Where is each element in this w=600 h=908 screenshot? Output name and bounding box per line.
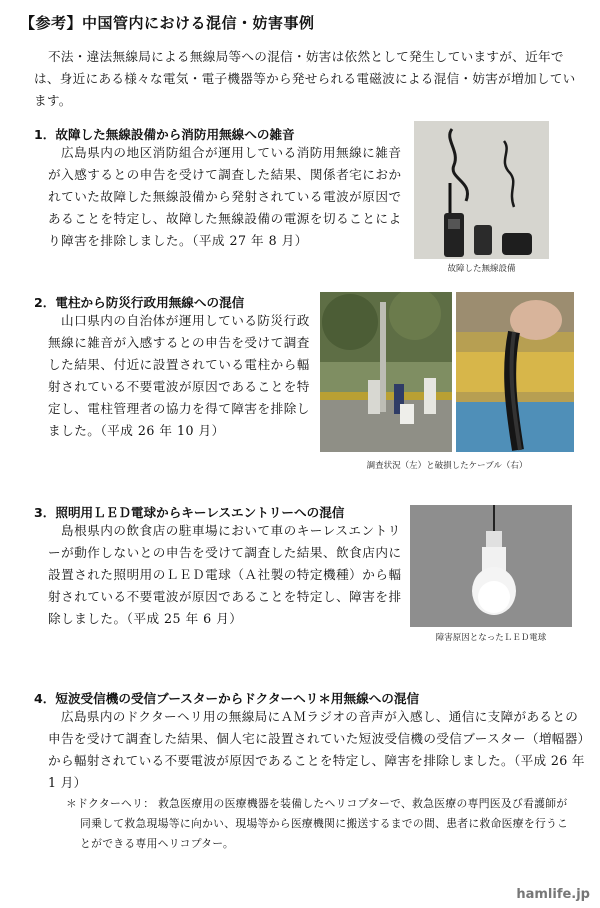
photo-damaged-cable xyxy=(456,292,574,452)
page-title: 【参考】中国管内における混信・妨害事例 xyxy=(20,14,315,32)
case-2-body: 山口県内の自治体が運用している防災行政無線に雑音が入感するとの申告を受けて調査した結果、付近に設置されている電柱から輻射されている不要電波が原因であることを特定し、電柱管理者の協力を得て障害を排除しました。（平成 26 年 10 月） xyxy=(48,313,310,438)
caption-investigation-and-cable: 調査状況（左）と破損したケーブル（右） xyxy=(366,461,528,471)
case-4-heading: 4．短波受信機の受信ブースターからドクターヘリ＊用無線への混信 xyxy=(34,691,420,706)
case-3-body: 島根県内の飲食店の駐車場において車のキーレスエントリーが動作しないとの申告を受けて調査した結果、飲食店内に設置された照明用のＬＥＤ電球（Ａ社製の特定機種）から輻射されている不要電波が原因であることを特定し、障害を排除しました。（平成 25 年 6 月） xyxy=(48,523,402,626)
footnote-doctor-heli: ＊ドクターヘリ： 救急医療用の医療機器を装備したヘリコプターで、救急医療の専門医及び看護師が同乗して救急現場等に向かい、現場等から医療機関に搬送するまでの間、患者に救命医療を行うことができる専用ヘリコプター。 xyxy=(66,797,569,850)
case-1-body: 広島県内の地区消防組合が運用している消防用無線に雑音が入感するとの申告を受けて調査した結果、関係者宅におかれていた故障した無線設備から発射されている電波が原因であることを特定し、故障した無線設備の電源を切ることにより障害を排除しました。（平成 27 年 8 月） xyxy=(48,145,402,248)
case-4-body: 広島県内のドクターヘリ用の無線局にＡＭラジオの音声が入感し、通信に支障があるとの申告を受けて調査した結果、個人宅に設置されていた短波受信機の受信ブースター（増幅器）から輻射されている不要電波が原因であることを特定し、障害を排除しました。（平成 26 年 1 月） xyxy=(48,709,585,790)
caption-photo-broken-radio: 故障した無線設備 xyxy=(447,264,516,274)
hamlife-logo-text: hamlife.jp xyxy=(516,887,590,902)
photo-broken-radio xyxy=(414,121,549,259)
intro-paragraph: 不法・違法無線局による無線局等への混信・妨害は依然として発生していますが、近年では、身近にある様々な電気・電子機器等から発せられる電磁波による混信・妨害が増加しています。 xyxy=(34,49,576,108)
case-2-heading: 2．電柱から防災行政用無線への混信 xyxy=(34,295,245,310)
caption-photo-led-bulb: 障害原因となったＬＥＤ電球 xyxy=(435,633,547,643)
photo-investigation-site xyxy=(320,292,452,452)
hamlife-logo xyxy=(516,887,590,902)
photo-led-bulb xyxy=(410,505,572,627)
case-3-heading: 3．照明用ＬＥＤ電球からキーレスエントリーへの混信 xyxy=(34,505,345,520)
case-1-heading: 1．故障した無線設備から消防用無線への雑音 xyxy=(34,127,295,142)
